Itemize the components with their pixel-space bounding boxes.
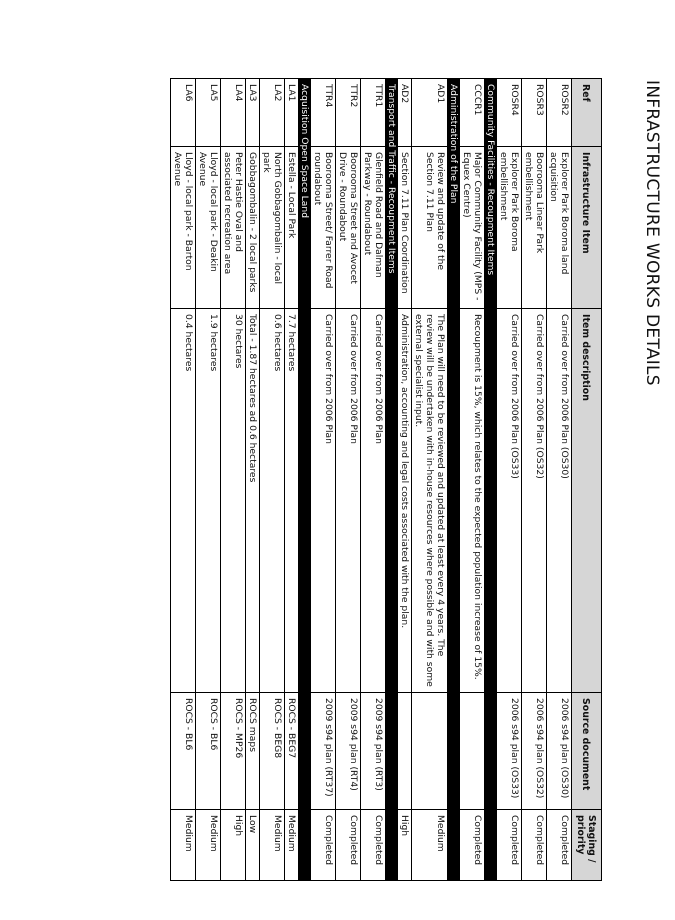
description-cell: 30 hectares [221, 309, 246, 693]
section-header-row [448, 79, 460, 881]
column-header: Ref [572, 79, 602, 147]
priority-cell: Medium [196, 810, 221, 881]
column-header: Item description [572, 309, 602, 693]
section-header-row [299, 79, 311, 881]
table-row [246, 79, 260, 881]
column-header: Staging / priority [572, 810, 602, 881]
table-row [412, 79, 448, 881]
source-cell: ROCS - BEG8 [260, 693, 285, 810]
column-header: Source document [572, 693, 602, 810]
description-cell: Carried over from 2006 Plan (OS30) [547, 309, 572, 693]
item-cell: North Gobbagombalin - local park [260, 147, 285, 309]
section-title: Acquisition Open Space Land [299, 79, 311, 881]
description-cell: 7.7 hectares [285, 309, 299, 693]
source-cell [412, 693, 448, 810]
table-row [171, 79, 196, 881]
priority-cell: Low [246, 810, 260, 881]
priority-cell: Medium [171, 810, 196, 881]
item-cell: Explorer Park Boroma embellishment [497, 147, 522, 309]
ref-cell: ROSR2 [547, 79, 572, 147]
item-cell: Major Community Facility (MPS - Equex Centre) [460, 147, 485, 309]
item-cell: Glenfield Road and Dalman Parkway - Roundabout [361, 147, 386, 309]
source-cell: ROCS - BEG7 [285, 693, 299, 810]
table-row [221, 79, 246, 881]
description-cell: 0.6 hectares [260, 309, 285, 693]
item-cell: Lloyd - local park - Deakin Avenue [196, 147, 221, 309]
description-cell: 0.4 hectares [171, 309, 196, 693]
priority-cell: High [398, 810, 412, 881]
priority-cell: Completed [522, 810, 547, 881]
table-row [361, 79, 386, 881]
page-title: INFRASTRUCTURE WORKS DETAILS [642, 80, 662, 386]
description-cell: Carried over from 2006 Plan [311, 309, 336, 693]
description-cell: Total - 1.87 hectares ad 0.6 hectares [246, 309, 260, 693]
section-title: Community Facilities - Recoupment Items [485, 79, 497, 881]
source-cell: ROCS - BL6 [196, 693, 221, 810]
source-cell: ROCS maps [246, 693, 260, 810]
source-cell: 2009 s94 plan (RT37) [311, 693, 336, 810]
table-row [336, 79, 361, 881]
ref-cell: LA4 [221, 79, 246, 147]
ref-cell: ROSR4 [497, 79, 522, 147]
ref-cell: ROSR3 [522, 79, 547, 147]
ref-cell: TTR2 [336, 79, 361, 147]
ref-cell: LA6 [171, 79, 196, 147]
table-row [196, 79, 221, 881]
description-cell: The Plan will need to be reviewed and updated at least every 4 years. The review will be undertaken with in-house resources where possible and with some external specialist input. [412, 309, 448, 693]
table-row [260, 79, 285, 881]
priority-cell: High [221, 810, 246, 881]
description-cell: Carried over from 2006 Plan (OS33) [497, 309, 522, 693]
item-cell: Boorooma Street/ Farrer Road roundabout [311, 147, 336, 309]
description-cell: Carried over from 2006 Plan [361, 309, 386, 693]
table-row [547, 79, 572, 881]
ref-cell: LA1 [285, 79, 299, 147]
priority-cell: Completed [497, 810, 522, 881]
source-cell: 2006 s94 plan (OS30) [547, 693, 572, 810]
item-cell: Explorer Park Boroma land acquisition [547, 147, 572, 309]
source-cell: 2009 s94 plan (RT3) [361, 693, 386, 810]
table-row [522, 79, 547, 881]
priority-cell: Medium [260, 810, 285, 881]
priority-cell: Medium [412, 810, 448, 881]
source-cell [460, 693, 485, 810]
priority-cell: Completed [311, 810, 336, 881]
ref-cell: LA2 [260, 79, 285, 147]
source-cell: 2006 s94 plan (OS33) [497, 693, 522, 810]
header-row [572, 79, 602, 881]
priority-cell: Completed [336, 810, 361, 881]
table-row [497, 79, 522, 881]
source-cell: ROCS - BL6 [171, 693, 196, 810]
description-cell: Recoupment is 15%, which relates to the expected population increase of 15%. [460, 309, 485, 693]
priority-cell: Completed [547, 810, 572, 881]
ref-cell: LA5 [196, 79, 221, 147]
description-cell: Carried over from 2006 Plan (OS32) [522, 309, 547, 693]
priority-cell: Completed [361, 810, 386, 881]
description-cell: Carried over from 2006 Plan [336, 309, 361, 693]
section-title: Transport and Traffic - Recoupment Items [386, 79, 398, 881]
table-row [460, 79, 485, 881]
item-cell: Boorooma Linear Park embellishment [522, 147, 547, 309]
source-cell: 2009 s94 plan (RT4) [336, 693, 361, 810]
item-cell: Peter Hastie Oval and associated recreation area [221, 147, 246, 309]
column-header: Infrastructure Item [572, 147, 602, 309]
ref-cell: AD2 [398, 79, 412, 147]
ref-cell: CCCR1 [460, 79, 485, 147]
description-cell: Administration, accounting and legal costs associated with the plan. [398, 309, 412, 693]
item-cell: Boorooma Street and Avocet Drive - Roundabout [336, 147, 361, 309]
source-cell: 2006 s94 plan (OS32) [522, 693, 547, 810]
table-body [171, 79, 572, 881]
table-row [285, 79, 299, 881]
section-header-row [386, 79, 398, 881]
priority-cell: Completed [460, 810, 485, 881]
item-cell: Estella - Local Park [285, 147, 299, 309]
priority-cell: Medium [285, 810, 299, 881]
ref-cell: LA3 [246, 79, 260, 147]
item-cell: Gobbagombalin - 2 local parks [246, 147, 260, 309]
table-row [398, 79, 412, 881]
section-title: Administration of the Plan [448, 79, 460, 881]
item-cell: Lloyd - local park - Barton Avenue [171, 147, 196, 309]
ref-cell: TTR4 [311, 79, 336, 147]
ref-cell: TTR1 [361, 79, 386, 147]
item-cell: Section 7.11 Plan Coordination [398, 147, 412, 309]
item-cell: Review and update of the Section 7.11 Plan [412, 147, 448, 309]
works-table [170, 78, 602, 881]
table-row [311, 79, 336, 881]
source-cell: ROCS - MP26 [221, 693, 246, 810]
section-header-row [485, 79, 497, 881]
source-cell [398, 693, 412, 810]
description-cell: 1.9 hectares [196, 309, 221, 693]
ref-cell: AD1 [412, 79, 448, 147]
